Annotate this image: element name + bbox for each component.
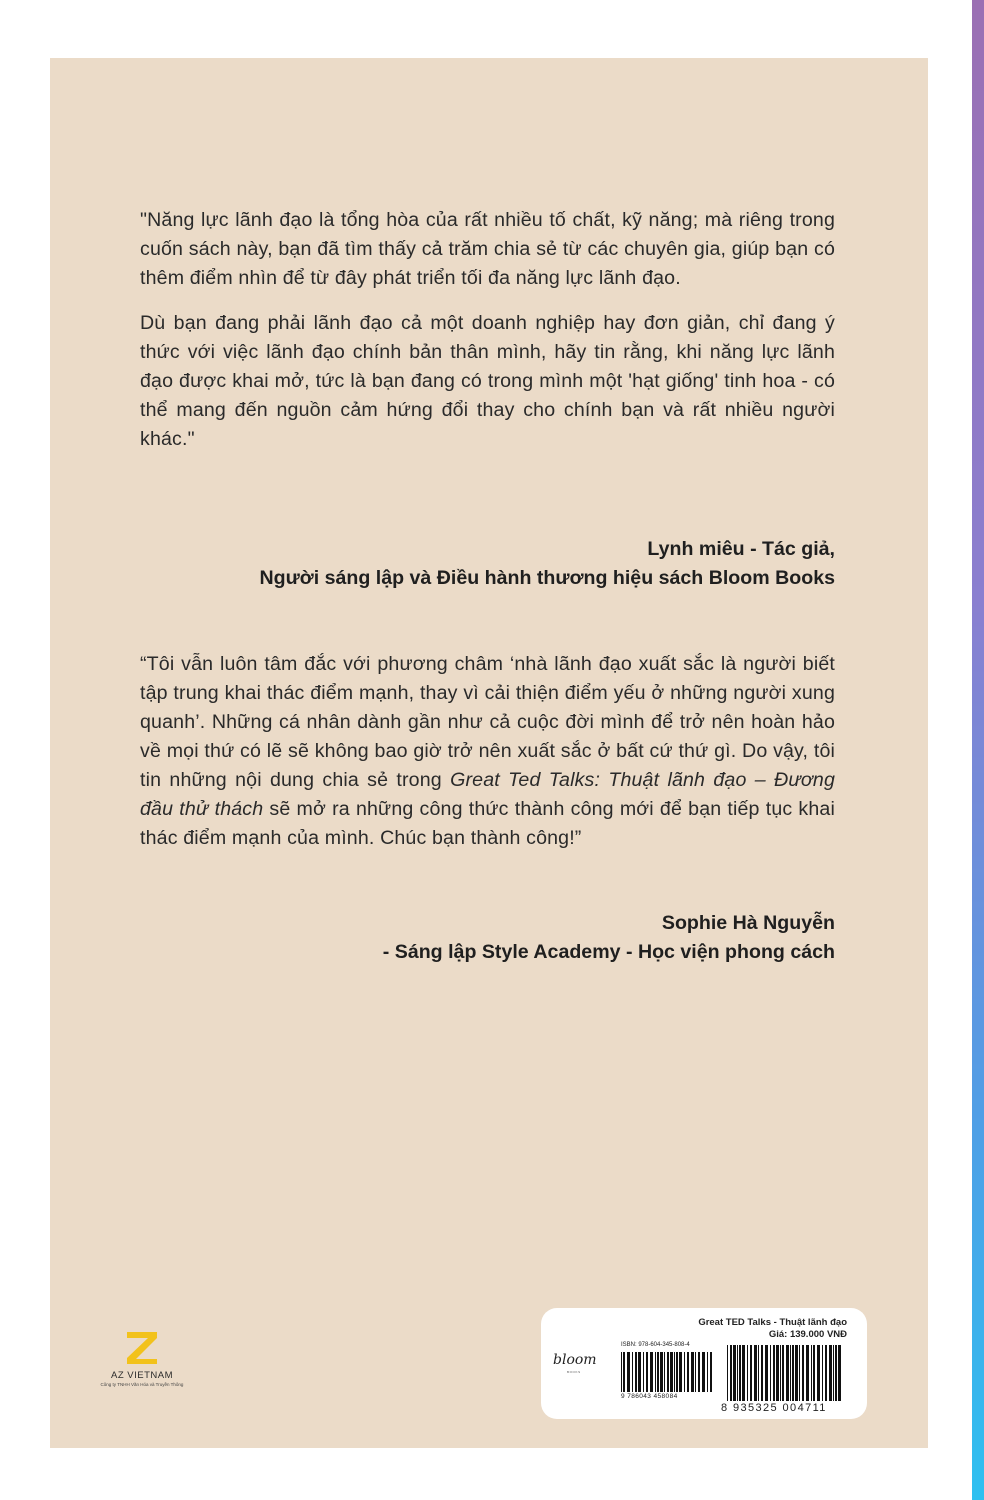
isbn-label: ISBN: 978-604-345-808-4 (621, 1342, 690, 1348)
isbn-barcode-icon (621, 1352, 713, 1392)
quote-2-author-name: Sophie Hà Nguyễn (661, 912, 835, 934)
quote-1-paragraph-1: "Năng lực lãnh đạo là tổng hòa của rất nhiều tố chất, kỹ năng; mà riêng trong cuốn sách này, bạn đã tìm thấy cả trăm chia sẻ từ các chuyên gia, giúp bạn có thêm điểm nhìn để từ đây phát triển tối đa năng lực lãnh đạo. (140, 209, 835, 289)
bloom-brand-logo: bloom (553, 1352, 597, 1368)
ean-barcode-icon (727, 1345, 845, 1401)
az-vietnam-logo-icon (124, 1330, 160, 1366)
quote-block-2 (140, 650, 835, 853)
quote-2-text-after: sẽ mở ra những công thức thành công mới để bạn tiếp tục khai thác điểm mạnh của mình. Chúc bạn thành công!” (140, 798, 835, 849)
quote-1-author-role: Người sáng lập và Điều hành thương hiệu sách Bloom Books (259, 567, 835, 589)
barcode-price: Giá: 139.000 VNĐ (768, 1329, 847, 1340)
barcode-book-title: Great TED Talks - Thuật lãnh đạo (698, 1317, 847, 1328)
publisher-subtitle: Công ty TNHH Văn Hóa và Truyền Thông (100, 1382, 184, 1387)
publisher-name: AZ VIETNAM (110, 1370, 173, 1381)
ean-digits: 8 935325 004711 (721, 1402, 827, 1414)
quote-2-attribution (140, 909, 835, 967)
side-color-stripe (972, 0, 984, 1500)
quote-block-1 (140, 206, 835, 454)
quote-2-author-role: - Sáng lập Style Academy - Học viện phong cách (382, 941, 835, 963)
quote-1-paragraph-2: Dù bạn đang phải lãnh đạo cả một doanh nghiệp hay đơn giản, chỉ đang ý thức với việc lãnh đạo chính bản thân mình, hãy tin rằng, khi năng lực lãnh đạo được khai mở, tức là bạn đang có trong mình một 'hạt giống' tinh hoa - có thể mang đến nguồn cảm hứng đổi thay cho chính bạn và rất nhiều người khác." (140, 312, 835, 450)
quote-2-paragraph (140, 650, 835, 853)
quote-1-attribution (140, 535, 835, 593)
quote-2-text-before: “Tôi vẫn luôn tâm đắc với phương châm ‘nhà lãnh đạo xuất sắc là người biết tập trung khai thác điểm mạnh, thay vì cải thiện điểm yếu ở những người xung quanh’. Những cá nhân dành gần như cả cuộc đời mình để trở nên hoàn hảo về mọi thứ có lẽ sẽ không bao giờ trở nên xuất sắc ở bất cứ thứ gì. Do vậy, tôi tin những nội dung chia sẻ trong (140, 653, 835, 791)
bloom-brand-subtitle: BOOKS (567, 1370, 581, 1374)
barcode-sticker (541, 1308, 867, 1419)
quote-2-book-title: Great Ted Talks: Thuật lãnh đạo – Đương đầu thử thách (140, 769, 835, 820)
quote-1-author-name: Lynh miêu - Tác giả, (647, 538, 835, 560)
publisher-logo (82, 1330, 202, 1387)
isbn-digits: 9 786043 458084 (621, 1393, 678, 1400)
